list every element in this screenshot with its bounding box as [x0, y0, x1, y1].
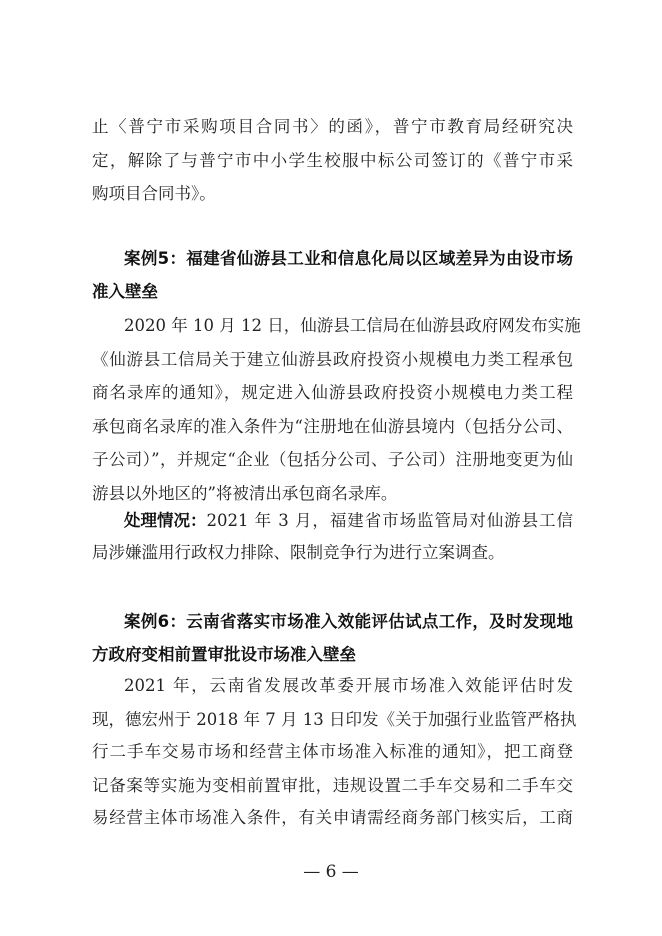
text-line: 购项目合同书》。 [92, 184, 216, 203]
text-line: 行二手车交易市场和经营主体市场准入标准的通知》，把工商登 [92, 742, 573, 761]
text-line: 《仙游县工信局关于建立仙游县政府投资小规模电力类工程承包 [92, 350, 573, 369]
text-line: 2021 年 3 月，福建省市场监管局对仙游县工信 [206, 511, 573, 530]
text-line: 游县以外地区的”将被清出承包商名录库。 [92, 484, 398, 503]
text-line: 记备案等实施为变相前置审批，违规设置二手车交易和二手车交 [92, 776, 573, 795]
case6-heading: 方政府变相前置审批设市场准入壁垒 [92, 645, 356, 664]
case6-heading: 案例6：云南省落实市场准入效能评估试点工作，及时发现地 [124, 612, 573, 631]
text-line: 子公司）”，并规定“企业（包括分公司、子公司）注册地变更为仙 [92, 450, 573, 469]
case5-heading: 案例5：福建省仙游县工业和信息化局以区域差异为由设市场 [124, 249, 573, 268]
text-line: 易经营主体市场准入条件，有关申请需经商务部门核实后，工商 [92, 808, 573, 827]
handling-label: 处理情况： [124, 511, 207, 530]
page-number: — 6 — [303, 862, 359, 882]
text-line: 现，德宏州于 2018 年 7 月 13 日印发《关于加强行业监管严格执 [92, 710, 577, 729]
text-line: 承包商名录库的准入条件为“注册地在仙游县境内（包括分公司、 [92, 417, 573, 436]
text-line: 商名录库的通知》，规定进入仙游县政府投资小规模电力类工程 [92, 383, 573, 402]
text-line: 止〈普宁市采购项目合同书〉的函》，普宁市教育局经研究决 [92, 117, 573, 136]
text-line: 定，解除了与普宁市中小学生校服中标公司签订的《普宁市采 [92, 151, 573, 170]
text-line: 2021 年，云南省发展改革委开展市场准入效能评估时发 [124, 676, 573, 695]
text-line: 局涉嫌滥用行政权力排除、限制竞争行为进行立案调查。 [92, 543, 505, 562]
handling-line [124, 510, 573, 532]
text-line: 2020 年 10 月 12 日，仙游县工信局在仙游县政府网发布实施 [124, 316, 581, 335]
case5-heading: 准入壁垒 [92, 282, 158, 301]
